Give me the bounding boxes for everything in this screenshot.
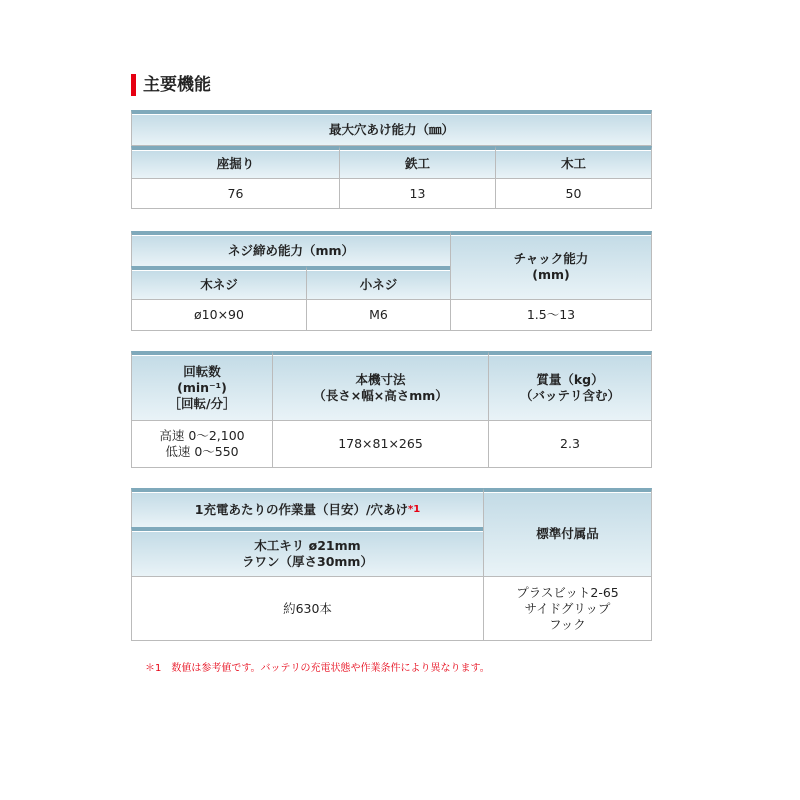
t3-col: 質量（kg） （バッテリ含む） <box>488 351 652 421</box>
t2-val: ø10×90 <box>131 299 307 331</box>
t4-acc: 標準付属品 <box>483 488 652 577</box>
t2-val: M6 <box>306 299 451 331</box>
t1-title: 最大穴あけ能力（㎜） <box>131 110 652 146</box>
t1-col: 座掘り <box>131 146 340 179</box>
t3-val: 178×81×265 <box>272 420 489 468</box>
t3-col: 本機寸法 （長さ×幅×高さmm） <box>272 351 489 421</box>
t1-val: 50 <box>495 178 652 209</box>
t2-val: 1.5～13 <box>450 299 652 331</box>
t2-col: 木ネジ <box>131 266 307 300</box>
t1-col: 木工 <box>495 146 652 179</box>
footnote-mark: *1 <box>408 503 421 515</box>
t1-val: 13 <box>339 178 496 209</box>
t1-val: 76 <box>131 178 340 209</box>
t4-acc-val: プラスビット2-65 サイドグリップ フック <box>483 576 652 641</box>
t3-val: 2.3 <box>488 420 652 468</box>
section-title: 主要機能 <box>131 74 211 96</box>
t4-title-text: 1充電あたりの作業量（目安）/穴あけ <box>194 501 409 517</box>
t3-val: 高速 0～2,100 低速 0～550 <box>131 420 273 468</box>
t3-col: 回転数 (min⁻¹) ［回転/分］ <box>131 351 273 421</box>
t4-title <box>131 488 484 528</box>
t4-val: 約630本 <box>131 576 484 641</box>
t2-chuck: チャック能力 (mm) <box>450 231 652 300</box>
t2-group: ネジ締め能力（mm） <box>131 231 451 267</box>
t1-col: 鉄工 <box>339 146 496 179</box>
t4-sub: 木工キリ ø21mm ラワン（厚さ30mm） <box>131 527 484 577</box>
t2-col: 小ネジ <box>306 266 451 300</box>
footnote: ＊1 数値は参考値です。バッテリの充電状態や作業条件により異なります。 <box>145 663 490 674</box>
